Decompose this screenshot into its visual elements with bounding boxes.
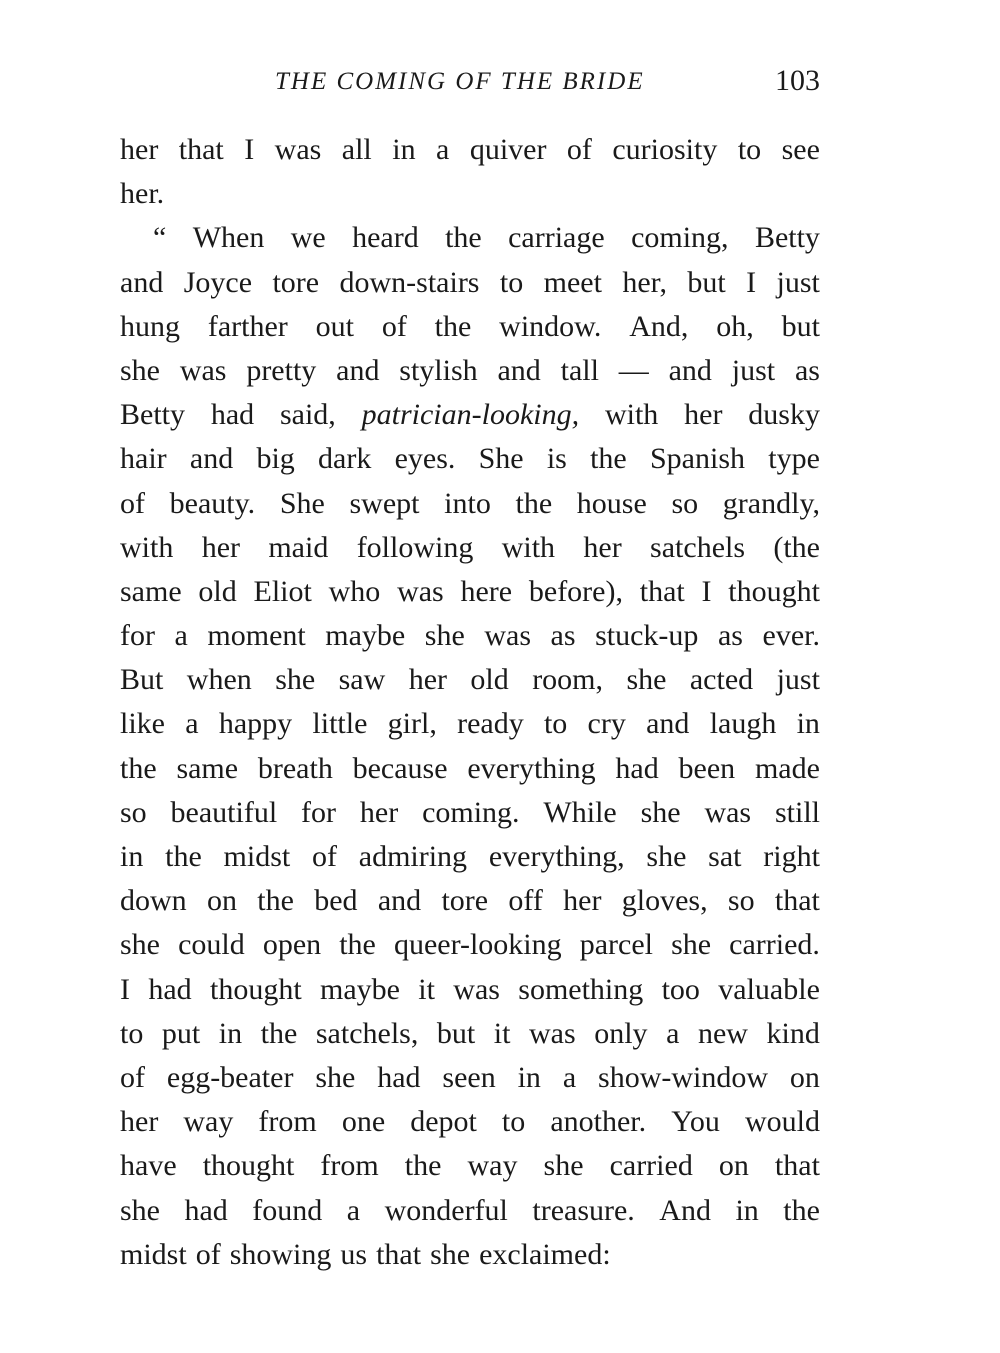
word: breath (257, 751, 333, 785)
word: of (381, 309, 407, 343)
word: Joyce (183, 265, 253, 299)
word: had (615, 751, 659, 785)
word: she (120, 353, 160, 387)
word: her (563, 884, 602, 918)
word: all (341, 133, 372, 166)
word: the (339, 928, 376, 962)
word: us (340, 1237, 368, 1271)
word: While (543, 795, 617, 829)
word: heard (352, 221, 419, 255)
word: a (562, 1060, 577, 1094)
word: and (497, 353, 541, 387)
word: You (671, 1105, 720, 1139)
word: but (687, 265, 726, 299)
word: so (727, 884, 755, 918)
word: on (718, 1149, 749, 1183)
text-line (120, 526, 820, 570)
word: just (776, 265, 820, 299)
word: to (501, 1105, 526, 1139)
text-line (120, 968, 820, 1012)
word: Betty (120, 398, 185, 432)
word: everything (467, 751, 596, 785)
word: the (445, 221, 482, 255)
word: laugh (709, 707, 777, 741)
word: (the (773, 530, 820, 564)
word: like (120, 707, 165, 741)
word: down (120, 884, 187, 918)
word: her (120, 1105, 159, 1139)
word: found (252, 1193, 323, 1227)
word: her, (622, 265, 667, 299)
word: Spanish (649, 442, 745, 476)
word: satchels, (315, 1016, 419, 1050)
word: sat (708, 840, 742, 873)
word: following (356, 530, 474, 564)
page-number: 103 (775, 64, 820, 97)
word: meet (543, 265, 602, 299)
word: saw (338, 663, 386, 697)
word: into (444, 486, 491, 520)
text-line (120, 791, 820, 835)
word: And (659, 1193, 711, 1227)
word: had (148, 972, 192, 1006)
word: put (161, 1016, 201, 1050)
word: tore (441, 884, 489, 918)
text-line (120, 128, 820, 172)
text-line (120, 702, 820, 746)
word: midst (223, 840, 291, 873)
word: in (392, 133, 416, 166)
word: grandly, (722, 486, 820, 520)
word: moment (207, 619, 306, 653)
word: treasure. (532, 1193, 635, 1227)
word: with (120, 530, 174, 564)
word: stuck-up (595, 619, 699, 653)
word: as (794, 353, 820, 387)
word: egg-beater (166, 1060, 294, 1094)
word: cry (587, 707, 626, 741)
word: dusky (748, 398, 820, 432)
word: thought (209, 972, 302, 1006)
word: have (120, 1149, 177, 1183)
word: bed (314, 884, 358, 918)
text-line (120, 1100, 820, 1144)
word: only (594, 1016, 648, 1050)
word: just (776, 663, 820, 697)
word: we (290, 221, 326, 255)
word: but (781, 309, 820, 343)
word: who (328, 574, 381, 608)
text-line (120, 835, 820, 879)
word: kind (766, 1016, 820, 1050)
word: acted (689, 663, 754, 697)
word: her (583, 530, 622, 564)
word: ready (457, 707, 524, 741)
word: with (604, 398, 659, 432)
word: happy (218, 707, 293, 741)
word: another. (550, 1105, 647, 1139)
word: she (543, 1149, 584, 1183)
word: new (697, 1016, 748, 1050)
word: she (120, 928, 160, 962)
word: open (262, 928, 322, 962)
word: her (408, 663, 447, 697)
word: she (671, 928, 712, 962)
word: the (404, 1149, 442, 1183)
word: And, (629, 309, 689, 343)
word: Eliot (253, 574, 312, 608)
word: something (518, 972, 644, 1006)
word: was (484, 619, 531, 653)
word: for (120, 619, 155, 653)
word: to (737, 133, 762, 166)
word: tore (272, 265, 320, 299)
word: her (684, 398, 723, 432)
word: hair (120, 442, 167, 476)
word: exclaimed: (479, 1237, 611, 1271)
word: valuable (718, 972, 820, 1006)
word: in (218, 1016, 243, 1050)
word: But (120, 663, 164, 697)
word: oh, (716, 309, 754, 343)
word: when (186, 663, 252, 697)
word: for (301, 795, 337, 829)
word: she (120, 1193, 160, 1227)
word: farther (207, 309, 288, 343)
text-line (120, 923, 820, 967)
word: was (453, 972, 500, 1006)
word: She (279, 486, 325, 520)
word: of (120, 486, 145, 520)
word: I (701, 574, 712, 608)
word: I (746, 265, 757, 299)
text-line (120, 570, 820, 614)
word: made (754, 751, 820, 785)
word: coming. (422, 795, 520, 829)
word: type (768, 442, 820, 476)
word: so (671, 486, 699, 520)
word: When (192, 221, 265, 255)
word: a (436, 133, 450, 166)
word: right (763, 840, 820, 873)
word: as (550, 619, 576, 653)
word: carried. (729, 928, 820, 962)
word: beauty. (169, 486, 256, 520)
word: way (183, 1105, 234, 1139)
word: ever. (762, 619, 820, 653)
word: been (678, 751, 736, 785)
text-line (120, 482, 820, 526)
word: big (256, 442, 295, 476)
word: same (176, 751, 239, 785)
word: quiver (469, 133, 547, 166)
word: same (120, 574, 182, 608)
word: here (460, 574, 513, 608)
word: everything, (488, 840, 625, 873)
word: is (546, 442, 567, 476)
word: Betty (754, 221, 820, 255)
word: would (744, 1105, 820, 1139)
text-line (120, 1233, 820, 1277)
word: house (576, 486, 647, 520)
word: thought (728, 574, 820, 608)
word: admiring (358, 840, 468, 873)
word: old (198, 574, 237, 608)
word: one (341, 1105, 386, 1139)
word: carriage (508, 221, 605, 255)
word: and (336, 353, 380, 387)
word: in (120, 840, 144, 873)
word: so (120, 795, 147, 829)
word: to (499, 265, 524, 299)
text-line (120, 172, 820, 216)
word: as (717, 619, 743, 653)
word: her (201, 530, 240, 564)
word: and (189, 442, 234, 476)
word: she (430, 1237, 471, 1271)
word: to (120, 1016, 144, 1050)
word: dark (318, 442, 372, 476)
word: parcel (579, 928, 653, 962)
word: before), (528, 574, 623, 608)
word: show-window (598, 1060, 769, 1094)
word: patrician-looking, (361, 398, 580, 432)
word: that (774, 1149, 820, 1183)
word: room, (532, 663, 604, 697)
word: swept (349, 486, 420, 520)
word: tall (560, 353, 599, 387)
word: had (184, 1193, 228, 1227)
word: coming, (631, 221, 729, 255)
word: too (661, 972, 700, 1006)
word: just (731, 353, 776, 387)
word: with (501, 530, 556, 564)
running-head (120, 62, 820, 102)
text-line (120, 658, 820, 702)
word: out (315, 309, 354, 343)
text-line (120, 1189, 820, 1233)
word: the (257, 884, 294, 918)
word: in (796, 707, 820, 741)
word: the (783, 1193, 820, 1227)
word: old (470, 663, 509, 697)
word: off (508, 884, 543, 918)
word: girl, (387, 707, 437, 741)
word: of (195, 1237, 221, 1271)
word: hung (120, 309, 180, 343)
word: the (590, 442, 627, 476)
word: carried (609, 1149, 693, 1183)
word: stylish (399, 353, 478, 387)
word: of (566, 133, 592, 166)
word: that (376, 1237, 422, 1271)
word: gloves, (621, 884, 708, 918)
word: her (359, 795, 399, 829)
word: of (311, 840, 337, 873)
word: her. (120, 177, 165, 211)
word: window. (499, 309, 602, 343)
word: the (434, 309, 472, 343)
word: maybe (325, 619, 406, 653)
word: of (120, 1060, 145, 1094)
word: pretty (246, 353, 317, 387)
word: beautiful (170, 795, 278, 829)
word: because (352, 751, 448, 785)
text-line (120, 747, 820, 791)
word: the (260, 1016, 298, 1050)
word: eyes. (394, 442, 456, 476)
text-line (120, 1012, 820, 1056)
word: and (377, 884, 422, 918)
text-line (120, 614, 820, 658)
word: She (478, 442, 524, 476)
word: the (120, 751, 157, 785)
word: and (120, 265, 164, 299)
word: was (274, 133, 322, 166)
word: she (626, 663, 667, 697)
word: — (618, 353, 649, 387)
word: it (493, 1016, 511, 1050)
word: still (774, 795, 820, 829)
word: I (120, 972, 130, 1006)
text-line (120, 879, 820, 923)
word: showing (229, 1237, 332, 1271)
word: was (704, 795, 752, 829)
word: was (397, 574, 444, 608)
word: to (543, 707, 568, 741)
word: the (165, 840, 202, 873)
word: a (174, 619, 188, 653)
word: “ (153, 221, 167, 255)
word: that (774, 884, 820, 918)
word: from (258, 1105, 317, 1139)
word: way (467, 1149, 518, 1183)
word: seen (442, 1060, 496, 1094)
word: was (529, 1016, 576, 1050)
word: said, (279, 398, 336, 432)
word: a (185, 707, 199, 741)
word: had (377, 1060, 421, 1094)
word: little (312, 707, 368, 741)
text-line (120, 437, 820, 481)
word: she (640, 795, 681, 829)
word: satchels (650, 530, 746, 564)
text-line (120, 261, 820, 305)
word: was (179, 353, 227, 387)
word: could (178, 928, 245, 962)
text-line (120, 1056, 820, 1100)
word: see (781, 133, 820, 166)
running-title: THE COMING OF THE BRIDE (275, 68, 645, 95)
text-line (120, 1144, 820, 1188)
text-line (120, 393, 820, 437)
word: curiosity (612, 133, 718, 166)
word: wonderful (384, 1193, 508, 1227)
word: on (206, 884, 237, 918)
word: she (646, 840, 687, 873)
word: in (735, 1193, 759, 1227)
text-line (120, 349, 820, 393)
word: a (666, 1016, 680, 1050)
word: had (210, 398, 255, 432)
word: I (244, 133, 255, 166)
word: the (515, 486, 553, 520)
word: depot (410, 1105, 477, 1139)
word: down-stairs (339, 265, 480, 299)
word: her (120, 133, 159, 166)
word: but (436, 1016, 476, 1050)
word: maybe (319, 972, 400, 1006)
word: in (517, 1060, 541, 1094)
word: from (320, 1149, 379, 1183)
text-line (120, 216, 820, 260)
word: and (646, 707, 690, 741)
word: she (424, 619, 465, 653)
body-text (120, 128, 820, 1277)
word: she (315, 1060, 356, 1094)
word: queer-looking (393, 928, 562, 962)
word: thought (202, 1149, 295, 1183)
word: that (178, 133, 224, 166)
word: maid (268, 530, 329, 564)
word: it (418, 972, 435, 1006)
word: she (275, 663, 316, 697)
word: and (668, 353, 712, 387)
word: a (346, 1193, 361, 1227)
text-line (120, 305, 820, 349)
word: on (789, 1060, 820, 1094)
word: that (639, 574, 685, 608)
word: midst (120, 1237, 187, 1271)
